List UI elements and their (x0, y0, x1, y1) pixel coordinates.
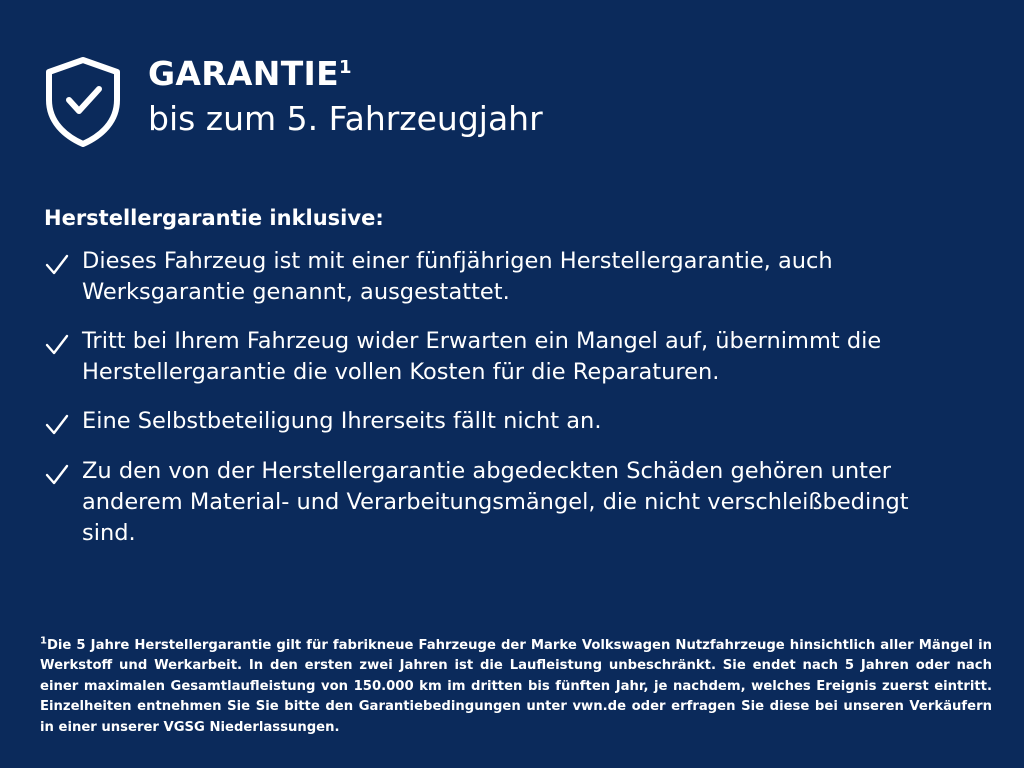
lead-text: Herstellergarantie inklusive: (44, 206, 384, 230)
list-item (44, 326, 984, 388)
list-item-text: Zu den von der Herstellergarantie abgedeckten Schäden gehören unter anderem Material- und Verarbeitungsmängel, die nicht verschleißbedingt sind. (82, 458, 909, 547)
check-icon (44, 252, 70, 278)
page-subtitle: bis zum 5. Fahrzeugjahr (148, 99, 543, 139)
check-icon (44, 412, 70, 438)
list-item-text: Tritt bei Ihrem Fahrzeug wider Erwarten ein Mangel auf, übernimmt die Herstellergarantie die vollen Kosten für die Reparaturen. (82, 328, 882, 386)
list-item-text: Dieses Fahrzeug ist mit einer fünfjährigen Herstellergarantie, auch Werksgarantie genannt, ausgestattet. (82, 248, 833, 306)
check-icon (44, 332, 70, 358)
list-item (44, 246, 984, 308)
header-text (148, 48, 543, 140)
list-item-text: Eine Selbstbeteiligung Ihrerseits fällt nicht an. (82, 408, 602, 435)
list-item (44, 406, 984, 438)
page-title-superscript: 1 (338, 57, 352, 78)
content-block (40, 206, 984, 567)
list-item (44, 456, 984, 549)
shield-check-icon (44, 56, 122, 148)
header (40, 48, 984, 148)
footnote-marker: 1 (40, 635, 47, 647)
footnote-text: Die 5 Jahre Herstellergarantie gilt für fabrikneue Fahrzeuge der Marke Volkswagen Nutzfahrzeuge hinsichtlich aller Mängel in Werkstoff und Werkarbeit. In den ersten zwei Jahren ist die Laufleistung unbeschränkt. Sie endet nach 5 Jahren oder nach einer maximalen Gesamtlaufleistung von 150.000 km im dritten bis fünften Jahr, je nachdem, welches Ereignis zuerst eintritt. Einzelheiten entnehmen Sie Sie bitte den Garantiebedingungen unter vwn.de oder erfragen Sie diese bei unseren Verkäufern in einer unserer VGSG Niederlassungen. (40, 637, 992, 735)
check-icon (44, 462, 70, 488)
page-title (148, 56, 543, 92)
page-title-text: GARANTIE (148, 54, 339, 93)
benefits-list (44, 246, 984, 549)
footnote (40, 636, 992, 738)
